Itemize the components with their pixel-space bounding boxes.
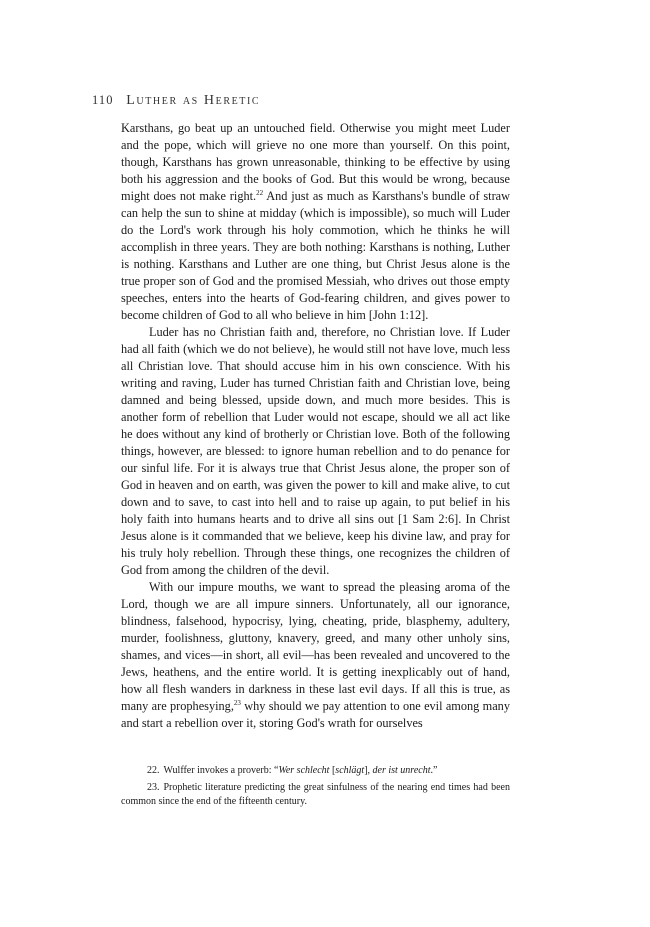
paragraph-2: Luder has no Christian faith and, therefore, no Christian love. If Luder had all faith (which we do not believe), he would still not have love, much less all Christian love. That should accuse him in his own conscience. With his writing and raving, Luder has turned Christian faith and Christian love, being damned and being blessed, upside down, and much more besides. This is another form of rebellion that Luder would not escape, should we all act like he does without any kind of brotherly or Christian love. Both of the following things, however, are blessed: to ignore human rebellion and to do penance for our sinful life. For it is always true that Christ Jesus alone, the proper son of God in heaven and on earth, was given the power to kill and make alive, to cut down and to save, to cast into hell and to raise up again, to put belief in his holy faith into humans hearts and to drive all sins out [1 Sam 2:6]. In Christ Jesus alone is it commanded that we believe, keep his divine law, and pray for his truly holy rebellion. Through these things, one recognizes the children of God from among the children of the devil. xyxy=(121,325,510,577)
footnote-23 xyxy=(121,781,510,809)
main-text xyxy=(121,120,510,732)
footnote-22 xyxy=(121,764,510,778)
footnotes xyxy=(121,764,510,812)
running-title: Luther as Heretic xyxy=(126,93,261,108)
paragraph-1 xyxy=(121,120,510,324)
paragraph-3-part-b: why should we pay attention to one evil among many and start a rebellion over it, storing God's wrath for ourselves xyxy=(121,699,510,730)
footnote-22-post: .” xyxy=(430,765,438,776)
paragraph-1-part-a: Karsthans, go beat up an untouched field. Otherwise you might meet Luder and the pope, which will grieve no one more than yourself. On this point, though, Karsthans has grown unreasonable, thinking to be effective by using both his aggression and the books of God. But this would be wrong, because might does not make right. xyxy=(121,121,510,203)
running-header xyxy=(92,93,512,109)
footnote-23-number: 23. xyxy=(147,782,160,793)
footnote-ref-23[interactable]: 23 xyxy=(233,699,241,707)
paragraph-1-part-b: And just as much as Karsthans's bundle of straw can help the sun to shine at midday (which is impossible), so much will Luder do the Lord's work through his holy commotion, which he thinks he will accomplish in three years. They are both nothing: Karsthans is nothing, Luther is nothing. Karsthans and Luther are one thing, but Christ Jesus alone is the true proper son of God and the promised Messiah, who drives out those empty speeches, enters into the hearts of God-fearing children, and gives power to become children of God to all who believe in him [John 1:12]. xyxy=(121,189,510,322)
footnote-22-number: 22. xyxy=(147,765,160,776)
footnote-ref-22[interactable]: 22 xyxy=(256,189,264,197)
footnote-22-italic-1: Wer schlecht xyxy=(278,765,330,776)
page-number: 110 xyxy=(92,93,114,107)
paragraph-3 xyxy=(121,579,510,732)
paragraph-3-part-a: With our impure mouths, we want to spread the pleasing aroma of the Lord, though we are all impure sinners. Unfortunately, all our ignorance, blindness, falsehood, hypocrisy, lying, cheating, pride, blasphemy, adultery, murder, foolishness, gluttony, knavery, greed, and many other unholy sins, shames, and vices—in short, all evil—has been revealed and uncovered to the Jews, heathens, and the entire world. It is getting inexplicably out of hand, how all flesh wanders in darkness in these last evil days. If all this is true, as many are prophesying, xyxy=(121,580,510,713)
footnote-22-pre: Wulffer invokes a proverb: “ xyxy=(163,765,279,776)
footnote-22-mid: [ xyxy=(329,765,336,776)
footnote-22-italic-2: schlägt xyxy=(335,765,365,776)
footnote-22-italic-3: der ist unrecht xyxy=(372,765,431,776)
footnote-22-mid-2: ], xyxy=(364,765,373,776)
footnote-23-text: Prophetic literature predicting the great sinfulness of the nearing end times had been common since the end of the fifteenth century. xyxy=(121,782,510,807)
